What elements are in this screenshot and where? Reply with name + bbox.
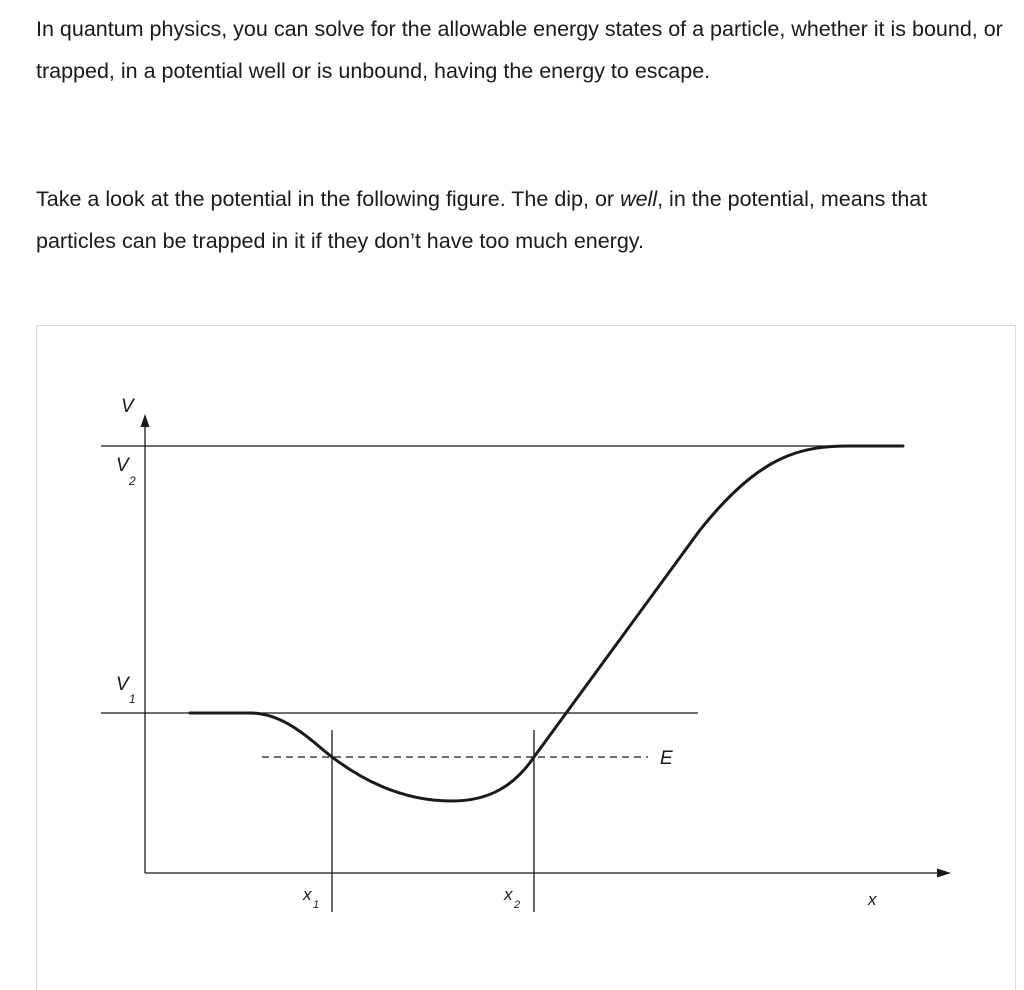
v1-label-subscript: 1 xyxy=(129,692,136,706)
v-axis-label: V xyxy=(121,396,134,417)
x2-label: x xyxy=(504,885,513,904)
well-emphasis: well xyxy=(620,187,658,211)
potential-curve xyxy=(190,446,903,801)
energy-label: E xyxy=(660,748,673,769)
x1-label-subscript: 1 xyxy=(313,899,320,911)
paragraph-text-start: Take a look at the potential in the following figure. The dip, or xyxy=(36,187,621,211)
intro-paragraph: In quantum physics, you can solve for the allowable energy states of a particle, whether it is bound, or trapped, in a potential well or is unbound, having the energy to escape. xyxy=(36,17,1003,83)
x1-label: x xyxy=(303,885,312,904)
v2-label: V xyxy=(116,455,129,476)
x-axis-label: x xyxy=(868,890,877,909)
x-axis-arrowhead xyxy=(937,869,951,878)
x2-label-subscript: 2 xyxy=(514,899,521,911)
v2-label-subscript: 2 xyxy=(129,474,136,488)
v1-label: V xyxy=(116,674,129,695)
paragraph-text-end: , in the potential, means that particles can be trapped in it if they don’t have too much energy. xyxy=(36,187,928,253)
v-axis-arrowhead xyxy=(141,414,150,427)
